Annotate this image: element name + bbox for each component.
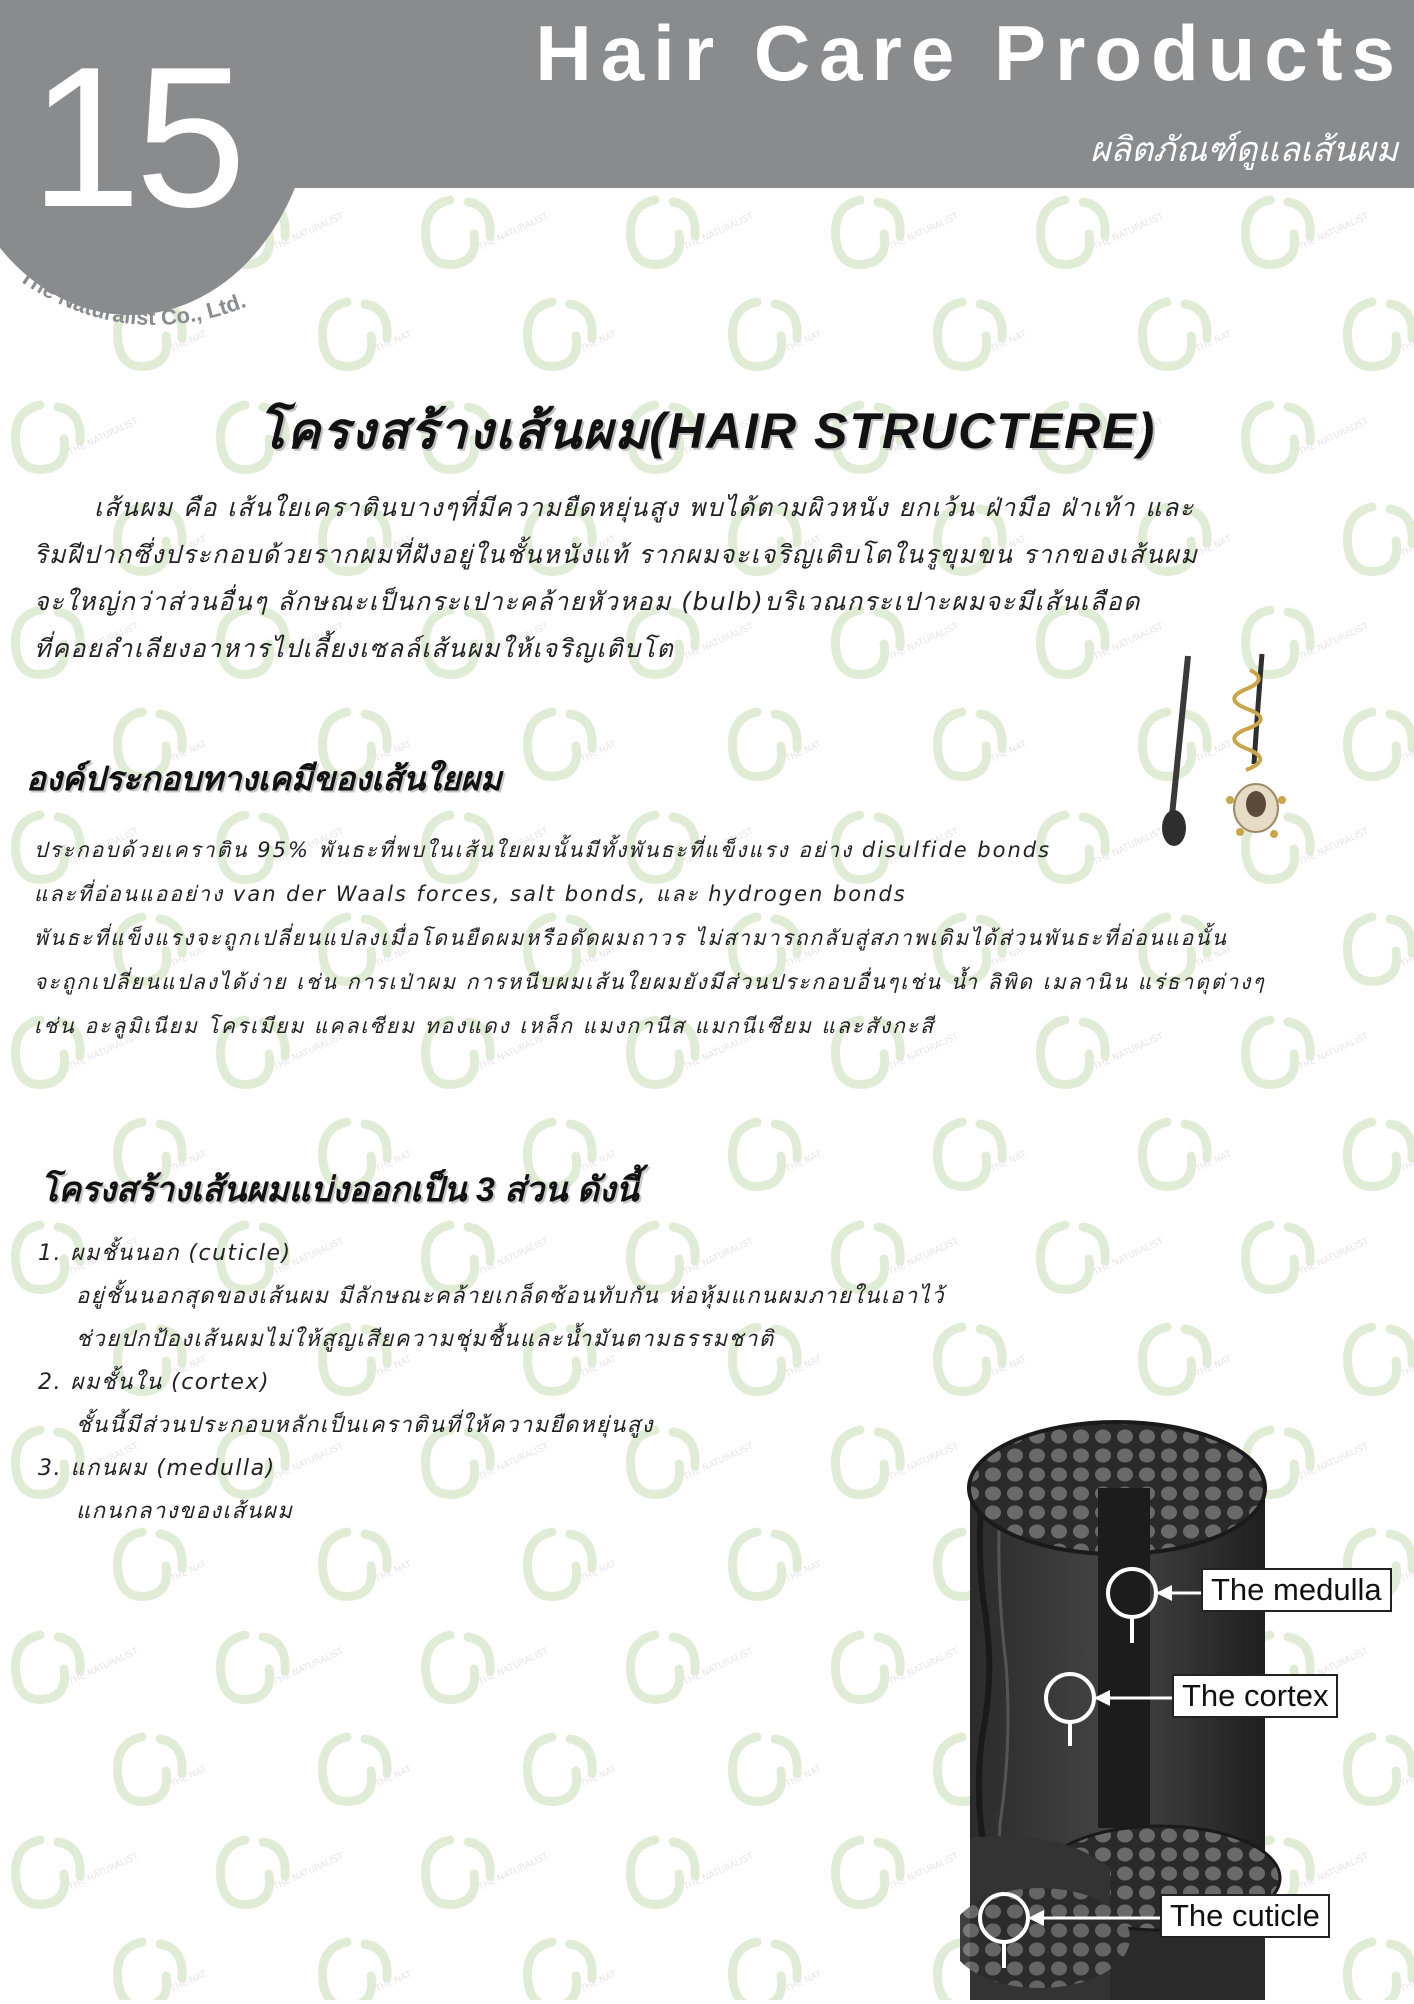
company-text: The Naturalist Co., Ltd. <box>15 263 250 331</box>
svg-text:The Naturalist Co., Ltd. <box>15 263 249 330</box>
intro-line: จะใหญ่กว่าส่วนอื่นๆ ลักษณะเป็นกระเปาะคล้ายหัวหอม (bulb)บริเวณกระเปาะผมจะมีเส้นเลือด <box>34 587 1141 616</box>
intro-paragraph <box>34 484 1354 672</box>
chemistry-line: จะถูกเปลี่ยนแปลงได้ง่าย เช่น การเป่าผม การหนีบผมเส้นใยผมยังมีส่วนประกอบอื่นๆเช่น น้ำ ลิพิด เมลานิน แร่ธาตุต่างๆ <box>34 970 1266 994</box>
list-item <box>38 1361 1038 1447</box>
hair-follicle-illustration <box>1150 650 1310 850</box>
parts-list <box>38 1232 1038 1533</box>
hair-cross-section-diagram <box>960 1408 1414 2000</box>
section-heading-structure: โครงสร้างเส้นผม(HAIR STRUCTERE) <box>257 403 1157 459</box>
label-cuticle: The cuticle <box>1160 1894 1330 1938</box>
intro-line: ที่คอยลำเลียงอาหารไปเลี้ยงเซลล์เส้นผมให้เจริญเติบโต <box>34 634 675 663</box>
list-item-title: 3. แกนผม (medulla) <box>38 1456 276 1481</box>
label-medulla: The medulla <box>1201 1568 1392 1612</box>
chemistry-line: ประกอบด้วยเคราติน 95% พันธะที่พบในเส้นใยผมนั้นมีทั้งพันธะที่แข็งแรง อย่าง disulfide bonds <box>34 838 1052 862</box>
chemistry-line: เช่น อะลูมิเนียม โครเมียม แคลเซียม ทองแดง เหล็ก แมงกานีส แมกนีเซียม และสังกะสี <box>34 1014 935 1038</box>
company-name <box>0 240 320 370</box>
list-item-desc: ชั้นนี้มีส่วนประกอบหลักเป็นเคราตินที่ให้ความยืดหยุ่นสูง <box>76 1413 654 1438</box>
intro-line: เส้นผม คือ เส้นใยเคราตินบางๆที่มีความยืดหยุ่นสูง พบได้ตามผิวหนัง ยกเว้น ฝ่ามือ ฝ่าเท้า และ <box>94 493 1195 522</box>
section-heading-chemistry: องค์ประกอบทางเคมีของเส้นใยผม <box>26 760 502 797</box>
list-item <box>38 1447 1038 1533</box>
chemistry-paragraph <box>34 828 1394 1048</box>
list-item-title: 2. ผมชั้นใน (cortex) <box>38 1370 271 1395</box>
list-item-desc: แกนกลางของเส้นผม <box>76 1499 294 1524</box>
list-item-desc: อยู่ชั้นนอกสุดของเส้นผม มีลักษณะคล้ายเกล็ดซ้อนทับกัน ห่อหุ้มแกนผมภายในเอาไว้ <box>76 1284 945 1309</box>
list-item <box>38 1232 1038 1361</box>
label-cortex: The cortex <box>1172 1674 1338 1718</box>
list-item-desc: ช่วยปกป้องเส้นผมไม่ให้สูญเสียความชุ่มชื้นและน้ำมันตามธรรมชาติ <box>76 1327 775 1352</box>
list-item-title: 1. ผมชั้นนอก (cuticle) <box>38 1241 292 1266</box>
chemistry-line: พันธะที่แข็งแรงจะถูกเปลี่ยนแปลงเมื่อโดนยืดผมหรือดัดผมถาวร ไม่สามารถกลับสู่สภาพเดิมได้ส่วนพันธะที่อ่อนแอนั้น <box>34 926 1228 950</box>
section-heading-parts: โครงสร้างเส้นผมแบ่งออกเป็น 3 ส่วน ดังนี้ <box>40 1171 639 1209</box>
header-title: Hair Care Products <box>535 9 1404 97</box>
chemistry-line: และที่อ่อนแออย่าง van der Waals forces, salt bonds, และ hydrogen bonds <box>34 882 907 906</box>
page-number: 15 <box>30 26 241 249</box>
intro-line: ริมฝีปากซึ่งประกอบด้วยรากผมที่ฝังอยู่ในชั้นหนังแท้ รากผมจะเจริญเติบโตในรูขุมขน รากของเส้นผม <box>34 540 1199 569</box>
header-subtitle: ผลิตภัณฑ์ดูแลเส้นผม <box>1090 130 1398 170</box>
